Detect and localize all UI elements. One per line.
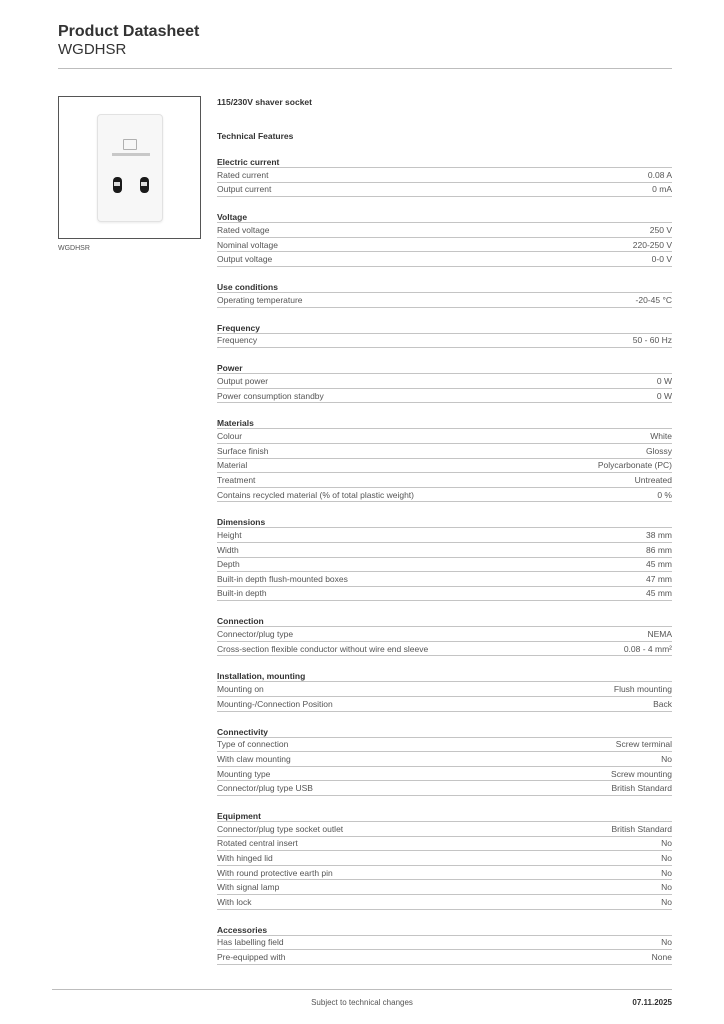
spec-value: British Standard [611, 823, 672, 834]
spec-label: Connector/plug type socket outlet [217, 823, 344, 834]
spec-label: With claw mounting [217, 754, 291, 765]
spec-row [217, 880, 672, 895]
product-name: 115/230V shaver socket [217, 97, 312, 107]
spec-value: 50 - 60 Hz [632, 335, 672, 346]
spec-label: Colour [217, 431, 243, 442]
spec-group-title: Use conditions [217, 281, 672, 293]
spec-label: Output current [217, 184, 272, 195]
spec-label: Material [217, 460, 248, 471]
spec-row [217, 682, 672, 697]
spec-label: Surface finish [217, 445, 269, 456]
footer-note: Subject to technical changes [311, 998, 413, 1007]
spec-row [217, 334, 672, 349]
spec-group-title: Equipment [217, 810, 672, 822]
spec-label: Connector/plug type [217, 629, 294, 640]
spec-group [217, 726, 672, 796]
spec-label: Cross-section flexible conductor without wire end sleeve [217, 643, 429, 654]
spec-group [217, 924, 672, 965]
spec-label: Built-in depth flush-mounted boxes [217, 573, 348, 584]
spec-row [217, 558, 672, 573]
spec-value: No [661, 838, 672, 849]
spec-group [217, 615, 672, 656]
spec-row [217, 851, 672, 866]
spec-row [217, 429, 672, 444]
spec-value: White [650, 431, 672, 442]
spec-row [217, 697, 672, 712]
spec-groups [217, 156, 672, 965]
product-image [58, 96, 201, 239]
spec-value: Untreated [634, 474, 672, 485]
spec-row [217, 389, 672, 404]
spec-value: Screw mounting [611, 768, 672, 779]
spec-value: 0.08 - 4 mm² [623, 643, 672, 654]
spec-value: 0.08 A [647, 169, 672, 180]
spec-label: Width [217, 544, 239, 555]
spec-label: Mounting on [217, 684, 264, 695]
spec-value: 86 mm [646, 544, 672, 555]
spec-row [217, 374, 672, 389]
spec-label: Output voltage [217, 254, 273, 265]
spec-row [217, 459, 672, 474]
spec-label: Treatment [217, 474, 256, 485]
spec-group [217, 322, 672, 349]
spec-group [217, 516, 672, 601]
spec-row [217, 822, 672, 837]
spec-group [217, 417, 672, 502]
image-caption: WGDHSR [58, 245, 90, 252]
spec-value: No [661, 882, 672, 893]
spec-value: No [661, 853, 672, 864]
spec-value: No [661, 867, 672, 878]
spec-row [217, 627, 672, 642]
spec-label: Rated voltage [217, 224, 270, 235]
spec-label: Power consumption standby [217, 390, 324, 401]
spec-value: 0-0 V [651, 254, 672, 265]
spec-value: 45 mm [646, 588, 672, 599]
spec-row [217, 895, 672, 910]
header-divider [58, 68, 672, 69]
spec-row [217, 252, 672, 267]
spec-value: 0 W [656, 390, 672, 401]
spec-group-title: Electric current [217, 156, 672, 168]
spec-value: 0 % [657, 489, 672, 500]
spec-row [217, 488, 672, 503]
spec-value: NEMA [647, 629, 672, 640]
spec-row [217, 587, 672, 602]
spec-value: 47 mm [646, 573, 672, 584]
spec-row [217, 837, 672, 852]
spec-row [217, 293, 672, 308]
spec-label: With hinged lid [217, 853, 273, 864]
pin-label-left [114, 182, 120, 186]
spec-row [217, 183, 672, 198]
footer-divider [52, 989, 672, 990]
spec-label: Contains recycled material (% of total plastic weight) [217, 489, 414, 500]
spec-label: Connector/plug type USB [217, 783, 313, 794]
spec-group-title: Connectivity [217, 726, 672, 738]
spec-label: Rotated central insert [217, 838, 298, 849]
plate-label-mark [112, 153, 150, 156]
spec-group [217, 810, 672, 910]
spec-value: -20-45 °C [635, 294, 672, 305]
shaver-icon [123, 139, 137, 150]
footer-date: 07.11.2025 [632, 998, 672, 1007]
spec-value: Polycarbonate (PC) [597, 460, 672, 471]
spec-group-title: Frequency [217, 322, 672, 334]
spec-label: Rated current [217, 169, 269, 180]
spec-group [217, 281, 672, 308]
page-subtitle: WGDHSR [58, 41, 127, 58]
spec-row [217, 238, 672, 253]
spec-value: Glossy [646, 445, 672, 456]
spec-row [217, 642, 672, 657]
spec-group-title: Materials [217, 417, 672, 429]
spec-row [217, 223, 672, 238]
spec-row [217, 767, 672, 782]
spec-label: Nominal voltage [217, 239, 278, 250]
spec-group-title: Installation, mounting [217, 670, 672, 682]
spec-row [217, 543, 672, 558]
spec-label: With round protective earth pin [217, 867, 333, 878]
pin-label-right [141, 182, 147, 186]
spec-label: Height [217, 530, 242, 541]
spec-row [217, 528, 672, 543]
spec-group-title: Dimensions [217, 516, 672, 528]
spec-label: Depth [217, 559, 240, 570]
spec-label: Mounting-/Connection Position [217, 698, 333, 709]
spec-value: 45 mm [646, 559, 672, 570]
spec-row [217, 444, 672, 459]
spec-row [217, 168, 672, 183]
spec-label: Has labelling field [217, 937, 284, 948]
spec-value: Flush mounting [613, 684, 672, 695]
spec-label: Frequency [217, 335, 258, 346]
spec-row [217, 866, 672, 881]
spec-row [217, 752, 672, 767]
spec-row [217, 572, 672, 587]
page-title: Product Datasheet [58, 23, 200, 40]
spec-value: 0 mA [652, 184, 672, 195]
technical-features-heading: Technical Features [217, 131, 294, 141]
spec-label: With signal lamp [217, 882, 280, 893]
spec-label: Mounting type [217, 768, 271, 779]
spec-label: Pre-equipped with [217, 951, 286, 962]
spec-value: 38 mm [646, 530, 672, 541]
spec-group [217, 211, 672, 267]
spec-value: 0 W [656, 375, 672, 386]
spec-label: Operating temperature [217, 294, 303, 305]
spec-value: 220-250 V [632, 239, 672, 250]
spec-content [217, 96, 672, 965]
spec-group [217, 670, 672, 711]
spec-row [217, 738, 672, 753]
spec-value: British Standard [611, 783, 672, 794]
spec-label: Built-in depth [217, 588, 267, 599]
shaver-socket-plate [97, 114, 163, 222]
spec-value: Back [653, 698, 672, 709]
spec-group-title: Power [217, 362, 672, 374]
spec-row [217, 473, 672, 488]
spec-value: No [661, 754, 672, 765]
spec-group-title: Connection [217, 615, 672, 627]
spec-value: No [661, 937, 672, 948]
spec-label: Output power [217, 375, 269, 386]
spec-value: No [661, 896, 672, 907]
spec-group-title: Voltage [217, 211, 672, 223]
spec-value: None [651, 951, 672, 962]
spec-label: With lock [217, 896, 252, 907]
spec-row [217, 936, 672, 951]
spec-value: Screw terminal [615, 739, 672, 750]
spec-label: Type of connection [217, 739, 289, 750]
spec-group [217, 362, 672, 403]
spec-row [217, 950, 672, 965]
spec-value: 250 V [649, 224, 672, 235]
spec-row [217, 781, 672, 796]
spec-group [217, 156, 672, 197]
spec-group-title: Accessories [217, 924, 672, 936]
header [58, 22, 199, 58]
